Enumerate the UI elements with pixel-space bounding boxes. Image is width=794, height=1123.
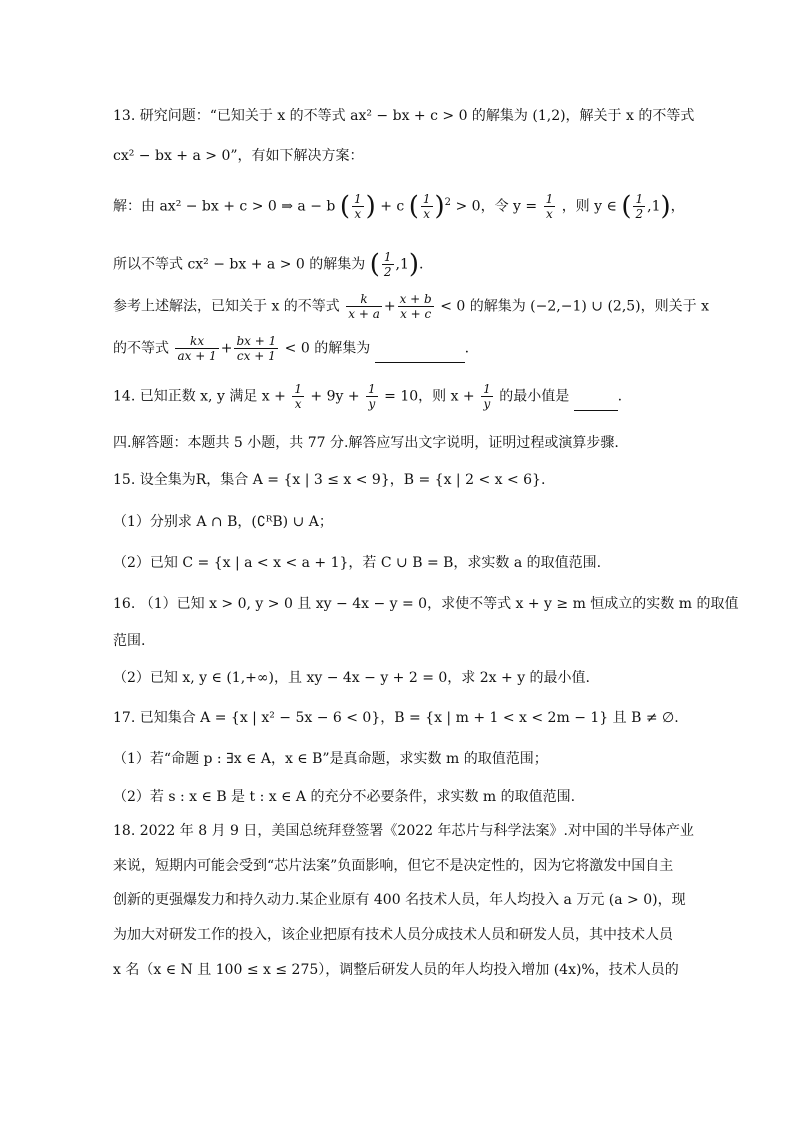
q13-line3: 解：由 ax² − bx + c > 0 ⇒ a − b ( $\frac{1}{x}$ ) + c ( $\frac{1}{x}$ )$^2$ > 0，令 y = $\frac{1}{x}$ ，则 y ∈ ( $\frac{1}{2}$ ,1)， [113, 191, 685, 222]
q14-text-a: 14. 已知正数 x, y 满足 x + [113, 388, 286, 405]
q13-line6-text-b: < 0 的解集为 [284, 340, 371, 357]
q17-part2: （2）若 s : x ∈ B 是 t : x ∈ A 的充分不必要条件，求实数 m 的取值范围. [113, 789, 576, 805]
q13-line6: 的不等式 $\frac{kx}{ax + 1}$ + $\frac{bx + 1}{cx + 1}$ < 0 的解集为 . [113, 334, 470, 363]
fraction-kx-over-ax-plus-1: $\frac{kx}{ax + 1}$ [177, 334, 217, 363]
fraction-1-over-x-q14: $\frac{1}{x}$ [294, 382, 302, 411]
fraction-1-over-y-q14: $\frac{1}{y}$ [368, 382, 376, 411]
answer-blank-13 [375, 342, 465, 363]
q16-part2: （2）已知 x, y ∈ (1,+∞)，且 xy − 4x − y + 2 = 0，求 2x + y 的最小值. [113, 670, 590, 686]
q16-part1: 16. （1）已知 x > 0, y > 0 且 xy − 4x − y = 0，求使不等式 x + y ≥ m 恒成立的实数 m 的取值 [113, 596, 739, 612]
q13-line4: 所以不等式 cx² − bx + a > 0 的解集为 ( $\frac{1}{2}$ ,1). [113, 249, 424, 280]
q18-line3: 创新的更强爆发力和持久动力.某企业原有 400 名技术人员，年人均投入 a 万元 (a > 0)，现 [113, 892, 686, 908]
q13-line3-text-d: ，则 y ∈ [561, 198, 617, 215]
q13-line1: 13. 研究问题：“已知关于 x 的不等式 ax² − bx + c > 0 的解集为 (1,2)，解关于 x 的不等式 [113, 108, 695, 124]
q18-line5: x 名（x ∈ N 且 100 ≤ x ≤ 275），调整后研发人员的年人均投入增加 (4x)%，技术人员的 [113, 962, 679, 978]
q13-line5-text-a: 参考上述解法，已知关于 x 的不等式 [113, 298, 340, 315]
fraction-1-over-x-3: $\frac{1}{x}$ [545, 192, 554, 221]
q18-line2: 来说，短期内可能会受到“芯片法案”负面影响，但它不是决定性的，因为它将激发中国自主 [113, 858, 674, 874]
fraction-x-plus-b-over-x-plus-c: $\frac{x + b}{x + c}$ [399, 292, 432, 321]
q13-line3-text-b: + c [380, 198, 405, 215]
q13-line3-text-c: > 0，令 y = [455, 198, 538, 215]
q13-line6-text-a: 的不等式 [113, 340, 169, 357]
q13-line3-text-e: ， [670, 198, 685, 215]
q13-line3-text-a: 解：由 ax² − bx + c > 0 ⇒ a − b [113, 198, 336, 215]
q15-part2: （2）已知 C = {x | a < x < a + 1}，若 C ∪ B = B，求实数 a 的取值范围. [113, 555, 602, 571]
q17-part1: （1）若“命题 p : ∃x ∈ A，x ∈ B”是真命题，求实数 m 的取值范围； [113, 751, 548, 767]
q13-line5: 参考上述解法，已知关于 x 的不等式 $\frac{k}{x + a}$ + $\frac{x + b}{x + c}$ < 0 的解集为 (−2,−1) ∪ (2,5)，则关于 x [113, 292, 709, 321]
q18-line4: 为加大对研发工作的投入，该企业把原有技术人员分成技术人员和研发人员，其中技术人员 [113, 927, 673, 943]
q16-part1-cont: 范围. [113, 633, 146, 649]
fraction-1-over-2: $\frac{1}{2}$ [635, 192, 644, 221]
fraction-1-over-2-b: $\frac{1}{2}$ [383, 250, 392, 279]
q14-line: 14. 已知正数 x, y 满足 x + $\frac{1}{x}$ + 9y + $\frac{1}{y}$ = 10，则 x + $\frac{1}{y}$ 的最小值是 . [113, 382, 623, 411]
q14-text-c: = 10，则 x + [384, 388, 475, 405]
q14-text-d: 的最小值是 [499, 388, 570, 405]
q15-stem: 15. 设全集为R，集合 A = {x | 3 ≤ x < 9}，B = {x | 2 < x < 6}. [113, 472, 546, 488]
q15-part1: （1）分别求 A ∩ B，(∁ᴿB) ∪ A； [113, 514, 333, 530]
q13-line4-text: 所以不等式 cx² − bx + a > 0 的解集为 [113, 256, 366, 273]
q17-stem: 17. 已知集合 A = {x | x² − 5x − 6 < 0}，B = {x | m + 1 < x < 2m − 1} 且 B ≠ ∅. [113, 710, 679, 726]
fraction-1-over-x: $\frac{1}{x}$ [353, 192, 362, 221]
q13-line2: cx² − bx + a > 0”，有如下解决方案： [113, 148, 364, 164]
fraction-k-over-x-plus-a: $\frac{k}{x + a}$ [348, 292, 380, 321]
fraction-1-over-x-2: $\frac{1}{x}$ [422, 192, 431, 221]
fraction-bx-plus-1-over-cx-plus-1: $\frac{bx + 1}{cx + 1}$ [236, 334, 277, 363]
answer-blank-14 [574, 390, 618, 411]
fraction-1-over-y-q14-b: $\frac{1}{y}$ [483, 382, 491, 411]
q14-text-b: + 9y + [310, 388, 360, 405]
section-heading: 四.解答题：本题共 5 小题，共 77 分.解答应写出文字说明，证明过程或演算步骤. [113, 435, 619, 451]
q18-line1: 18. 2022 年 8 月 9 日，美国总统拜登签署《2022 年芯片与科学法案》.对中国的半导体产业 [113, 823, 694, 839]
q13-line5-text-b: < 0 的解集为 (−2,−1) ∪ (2,5)，则关于 x [440, 298, 709, 315]
